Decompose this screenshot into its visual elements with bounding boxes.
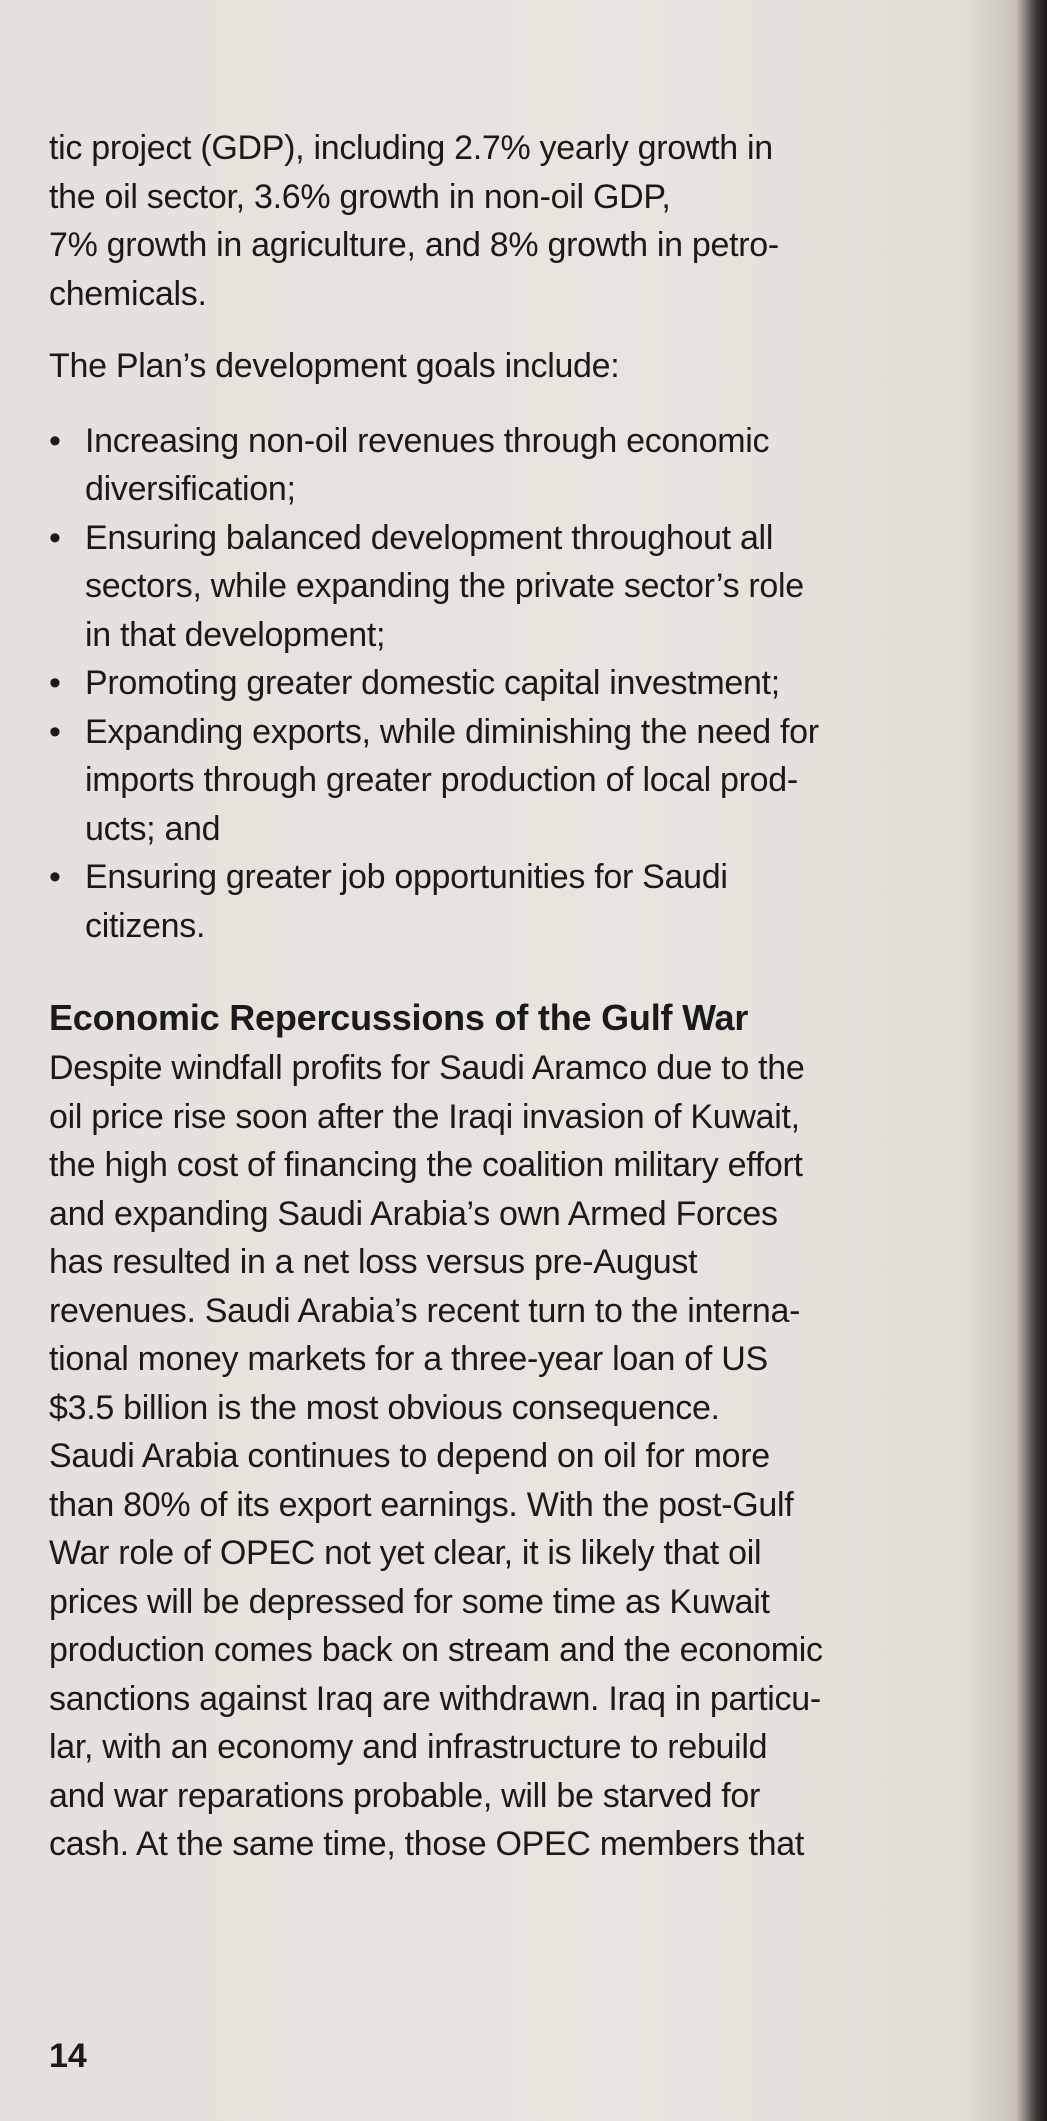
section-line: tional money markets for a three-year loan of US — [49, 1340, 768, 1378]
goal-item — [49, 514, 949, 660]
goal-line: citizens. — [85, 906, 206, 945]
goal-line: Expanding exports, while diminishing the need for — [85, 712, 819, 751]
section-line: Saudi Arabia continues to depend on oil for more — [49, 1437, 770, 1475]
goal-line: imports through greater production of local prod- — [85, 761, 798, 799]
goal-line: sectors, while expanding the private sector’s role — [85, 567, 804, 605]
bullet-icon: • — [49, 664, 61, 702]
goal-line: Promoting greater domestic capital investment; — [85, 664, 780, 702]
goal-line: Increasing non-oil revenues through economic — [85, 421, 770, 460]
section-line: sanctions against Iraq are withdrawn. Iraq in particu- — [49, 1679, 821, 1718]
section-line: than 80% of its export earnings. With the post-Gulf — [49, 1485, 794, 1524]
goal-item — [49, 659, 949, 708]
section-line: prices will be depressed for some time as Kuwait — [49, 1582, 770, 1621]
section-line: oil price rise soon after the Iraqi invasion of Kuwait, — [49, 1097, 800, 1136]
section-line: and expanding Saudi Arabia’s own Armed Forces — [49, 1194, 778, 1233]
intro-line: chemicals. — [49, 274, 207, 313]
section-line: Despite windfall profits for Saudi Aramco due to the — [49, 1049, 805, 1087]
section-paragraph — [49, 1044, 949, 1869]
goals-lead-paragraph: The Plan’s development goals include: — [49, 347, 620, 385]
bullet-icon: • — [49, 421, 61, 460]
section-line: revenues. Saudi Arabia’s recent turn to the interna- — [49, 1291, 801, 1330]
section-line: has resulted in a net loss versus pre-August — [49, 1243, 698, 1281]
section-line: the high cost of financing the coalition military effort — [49, 1146, 803, 1184]
goal-item — [49, 417, 949, 514]
intro-paragraph — [49, 124, 949, 318]
goal-item — [49, 708, 949, 854]
section-line: cash. At the same time, those OPEC members that — [49, 1825, 805, 1863]
section-heading: Economic Repercussions of the Gulf War — [49, 997, 749, 1038]
intro-line: tic project (GDP), including 2.7% yearly growth in — [49, 129, 773, 167]
section-line: and war reparations probable, will be starved for — [49, 1776, 761, 1815]
bullet-icon: • — [49, 858, 61, 896]
goal-line: ucts; and — [85, 809, 221, 848]
goal-line: Ensuring balanced development throughout all — [85, 518, 774, 557]
goal-line: Ensuring greater job opportunities for Saudi — [85, 858, 728, 896]
section-line: production comes back on stream and the economic — [49, 1631, 823, 1669]
goal-line: in that development; — [85, 615, 386, 654]
goal-item — [49, 853, 949, 950]
development-goals-list — [49, 417, 949, 951]
section-line: lar, with an economy and infrastructure to rebuild — [49, 1728, 768, 1766]
text-column — [49, 124, 949, 1869]
bullet-icon: • — [49, 518, 61, 557]
section-line: War role of OPEC not yet clear, it is likely that oil — [49, 1534, 762, 1572]
intro-line: 7% growth in agriculture, and 8% growth in petro- — [49, 226, 779, 264]
bullet-icon: • — [49, 712, 61, 751]
page-number: 14 — [49, 2037, 87, 2075]
goal-line: diversification; — [85, 470, 296, 508]
intro-line: the oil sector, 3.6% growth in non-oil GDP, — [49, 177, 671, 216]
section-line: $3.5 billion is the most obvious consequence. — [49, 1388, 720, 1427]
